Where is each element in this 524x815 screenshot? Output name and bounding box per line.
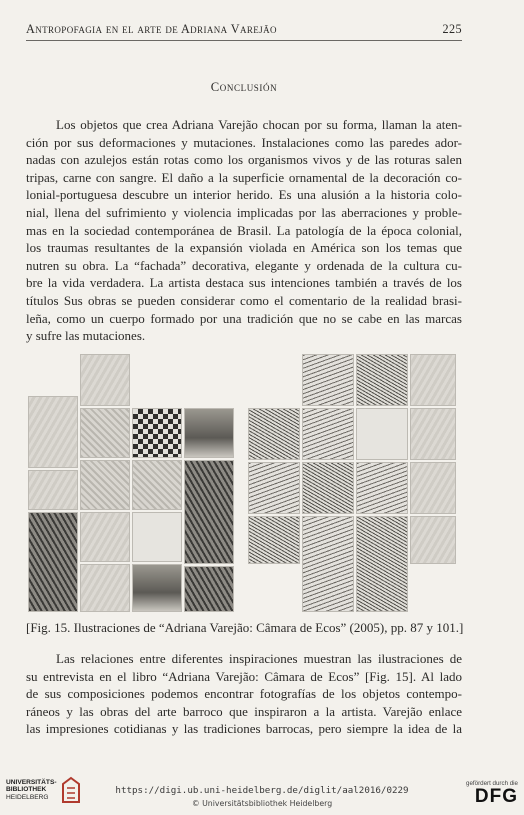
text-line: nial, llena del sufrimiento y violencia implicadas por las aberraciones y proble- [26,204,462,220]
text-line: lonial-portuguesa descubre un interior herido. Es una alusión a la historia colo- [26,187,462,203]
collage-tile [356,408,408,460]
footer-url[interactable]: https://digi.ub.uni-heidelberg.de/diglit/aal2016/0229 [115,785,409,796]
paragraph-relations [26,650,462,738]
text-line: Los objetos que crea Adriana Varejão chocan por su forma, llaman la aten- [56,117,462,132]
text-line: Las relaciones entre diferentes inspiraciones muestran las ilustraciones de [56,651,462,666]
header-rule [26,40,462,41]
section-heading: Conclusión [210,80,278,94]
text-line: las impresiones cotidianas y las tradiciones barrocas, pero siempre la idea de la [26,721,462,737]
footer-copyright: © Universitätsbibliothek Heidelberg [191,799,333,808]
paragraph-conclusion [26,116,462,345]
collage-tile [410,408,456,460]
collage-tile [248,408,300,460]
collage-tile [80,408,130,458]
collage-tile [28,396,78,468]
collage-tile [28,512,78,612]
page-number: 225 [442,22,462,36]
collage-tile [302,516,354,612]
text-line: su entrevista en el libro “Adriana Varejão: Câmara de Ecos” [Fig. 15]. Al lado [26,668,462,684]
text-line: ráneos y las obras del arte barroco que inspiraron a la artista. Varejão enlace [26,703,462,719]
collage-tile [184,460,234,564]
funder-note: gefördert durch die [466,780,518,787]
collage-tile [184,408,234,458]
figure-collage-left [28,352,236,614]
text-line: nutren su obra. La “fachada” decorativa, elegante y ordenada de la cultura cu- [26,257,462,273]
figure-caption: [Fig. 15. Ilustraciones de “Adriana Varejão: Câmara de Ecos” (2005), pp. 87 y 101.] [26,620,464,635]
collage-tile [80,460,130,510]
text-line: bre la vida verdadera. La artista destaca sus intenciones también a través de los [26,275,462,291]
collage-tile [80,564,130,612]
collage-tile [248,516,300,564]
collage-tile [248,462,300,514]
collage-tile [302,354,354,406]
collage-tile [302,462,354,514]
collage-tile [80,354,130,406]
text-line: nadas con azulejos están rotas como los organismos vivos y de las roturas salen [26,152,462,168]
collage-tile [356,516,408,612]
collage-tile [132,408,182,458]
collage-tile [28,470,78,510]
collage-tile [410,462,456,514]
collage-tile [132,460,182,510]
text-line: títulos Sus obras se pueden considerar como el comentario de la realidad brasi- [26,292,462,308]
text-line: y sufre las mutaciones. [26,328,146,344]
running-head [26,22,462,37]
collage-tile [410,516,456,564]
funder-logo[interactable] [466,780,518,807]
collage-tile [184,566,234,612]
collage-tile [302,408,354,460]
text-line: mas en la sociedad contemporánea de Brasil. La patología de la época colonial, [26,222,462,238]
running-title: Antropofagia en el arte de Adriana Varejão [26,22,277,36]
text-line: tripas, carne con sangre. El daño a la superficie ornamental de la decoración co- [26,169,462,185]
collage-tile [410,354,456,406]
collage-tile [80,512,130,562]
collage-tile [132,564,182,612]
text-line: ción por sus deformaciones y mutaciones. Instalaciones como las paredes ador- [26,134,462,150]
library-name: UNIVERSITÄTS- BIBLIOTHEK HEIDELBERG [6,778,57,801]
funder-name: DFG [474,786,518,807]
text-line: los traumas resultantes de la expansión violada en América son los temas que [26,240,462,256]
collage-tile [356,354,408,406]
collage-tile [356,462,408,514]
text-line: de sus composiciones podemos encontrar fotografías de los objetos contempo- [26,686,462,702]
figure-collage-right [248,352,458,614]
collage-tile [132,512,182,562]
text-line: leña, como un cuerpo formado por una tradición que no se cabe en las marcas [26,310,462,326]
